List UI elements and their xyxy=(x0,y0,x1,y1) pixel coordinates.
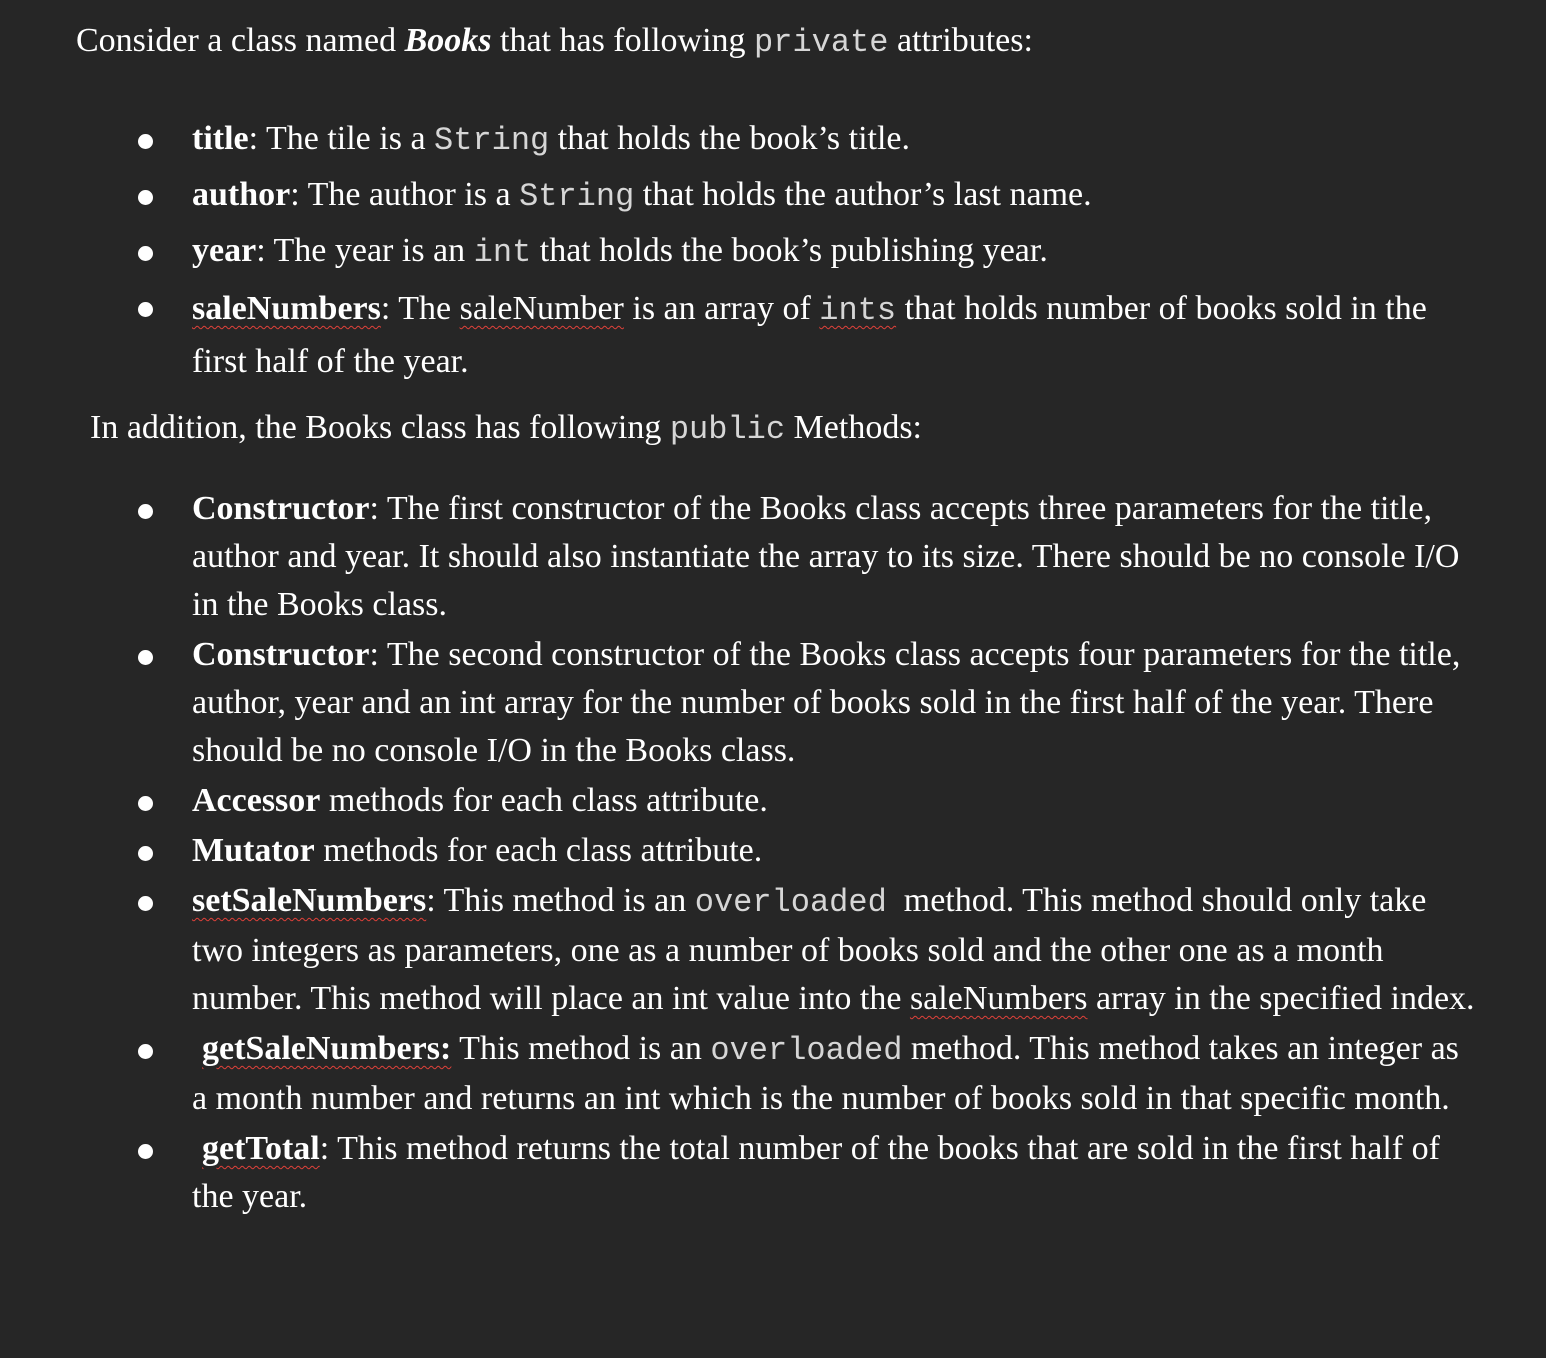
method-text: methods for each class attribute. xyxy=(320,782,768,819)
type-code: String xyxy=(519,178,635,215)
attribute-text: that holds the book’s title. xyxy=(549,120,911,157)
attribute-name: title xyxy=(192,120,249,157)
spellcheck-word: saleNumbers xyxy=(909,980,1088,1017)
method-name: Mutator xyxy=(192,832,315,869)
private-keyword: private xyxy=(754,24,889,61)
type-code: ints xyxy=(819,292,897,329)
method-text: : This method returns the total number of the books that are sold in the first half of the year. xyxy=(192,1130,1440,1215)
attribute-text: that holds the book’s publishing year. xyxy=(531,232,1048,269)
attribute-name: year xyxy=(192,232,257,269)
attribute-item-title xyxy=(0,115,1546,165)
attribute-item-author xyxy=(0,171,1546,221)
method-text: method. This method takes an integer as a month number and returns an int which is the number of books sold in that specific month. xyxy=(192,1030,1459,1117)
method-name: getSaleNumbers: xyxy=(202,1030,452,1067)
method-name: setSaleNumbers xyxy=(192,882,427,919)
method-text: array in the specified index. xyxy=(1087,980,1475,1017)
method-text: : The second constructor of the Books class accepts four parameters for the title, author, year and an int array for the number of books sold in the first half of the year. There should be no console I/O in the Books class. xyxy=(192,636,1461,769)
type-code: int xyxy=(473,234,532,271)
method-name: Constructor xyxy=(192,636,370,673)
attribute-text: that holds the author’s last name. xyxy=(634,176,1092,213)
method-name: Constructor xyxy=(192,490,370,527)
attribute-text: is an array of xyxy=(623,290,820,327)
attribute-text: that holds number of books sold in the first half of the year. xyxy=(192,290,1427,380)
attribute-item-year xyxy=(0,227,1546,277)
method-text: This method is an xyxy=(451,1030,711,1067)
intro-paragraph xyxy=(76,17,1033,67)
attribute-text: : The author is a xyxy=(290,176,520,213)
attribute-text: : The tile is a xyxy=(248,120,435,157)
attribute-item-salenumbers xyxy=(0,283,1546,387)
intro-text: In addition, the Books class has following xyxy=(90,409,670,446)
attributes-list xyxy=(0,115,1546,393)
intro-text: that has following xyxy=(491,22,755,59)
methods-intro-paragraph xyxy=(90,404,922,454)
method-text: : This method is an xyxy=(426,882,695,919)
attribute-name: author xyxy=(192,176,291,213)
method-item-gettotal xyxy=(0,1125,1546,1221)
intro-text: Methods: xyxy=(785,409,922,446)
method-item-getsalenumbers xyxy=(0,1025,1546,1123)
public-keyword: public xyxy=(669,411,786,448)
attribute-text: : The xyxy=(380,290,460,327)
method-text: : The first constructor of the Books class accepts three parameters for the title, author and year. It should also instantiate the array to its size. There should be no console I/O in the Books class. xyxy=(192,490,1460,623)
overloaded-code: overloaded xyxy=(694,884,887,921)
overloaded-code: overloaded xyxy=(710,1032,903,1069)
method-name: getTotal xyxy=(202,1130,320,1167)
method-item-mutator xyxy=(0,827,1546,875)
spellcheck-word: saleNumber xyxy=(459,290,624,327)
class-name: Books xyxy=(404,22,492,59)
methods-list xyxy=(0,485,1546,1223)
intro-text: attributes: xyxy=(888,22,1033,59)
method-item-constructor-2 xyxy=(0,631,1546,775)
method-name: Accessor xyxy=(192,782,321,819)
attribute-name: saleNumbers xyxy=(192,290,381,327)
method-text: methods for each class attribute. xyxy=(314,832,763,869)
method-item-setsalenumbers xyxy=(0,877,1546,1023)
method-item-accessor xyxy=(0,777,1546,825)
method-item-constructor-1 xyxy=(0,485,1546,629)
type-code: String xyxy=(434,122,550,159)
method-text: method. This method should only take two integers as parameters, one as a number of books sold and the other one as a month number. This method will place an int value into the xyxy=(192,882,1435,1017)
attribute-text: : The year is an xyxy=(256,232,474,269)
intro-text: Consider a class named xyxy=(76,22,405,59)
